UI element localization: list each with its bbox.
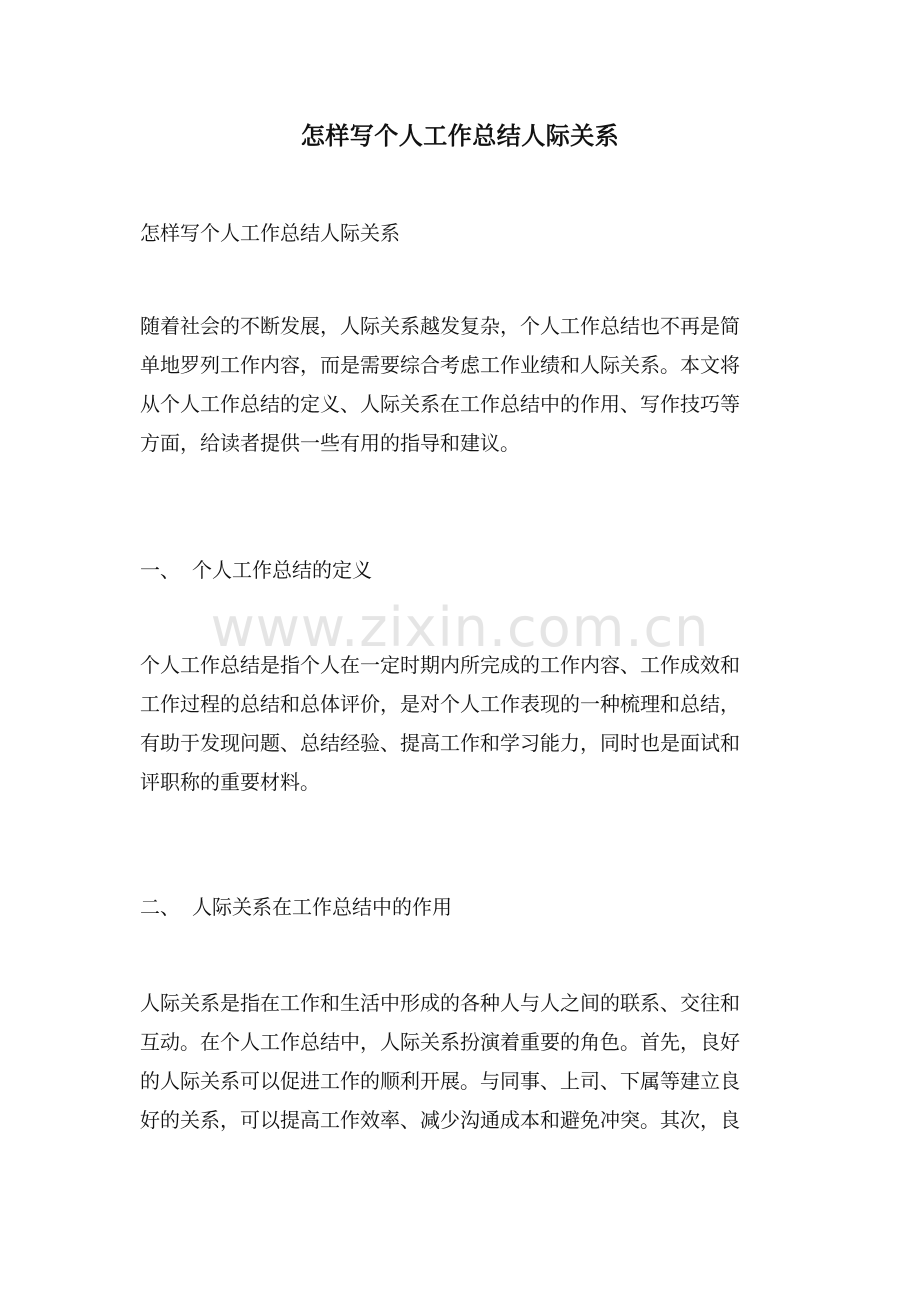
paragraph-line: 方面，给读者提供一些有用的指导和建议。 [140,431,520,455]
watermark: www.zixin.com.cn [210,596,710,659]
section-1-heading-text: 个人工作总结的定义 [192,558,372,582]
paragraph-line: 互动。在个人工作总结中，人际关系扮演着重要的角色。首先，良好 [140,1030,740,1054]
section-1-number: 一、 [140,558,180,582]
section-1-heading [140,551,785,590]
paragraph-line: 评职称的重要材料。 [140,770,320,794]
paragraph-line: 有助于发现问题、总结经验、提高工作和学习能力，同时也是面试和 [140,731,740,755]
paragraph-line: 的人际关系可以促进工作的顺利开展。与同事、上司、下属等建立良 [140,1069,740,1093]
subtitle-text: 怎样写个人工作总结人际关系 [140,221,400,245]
section-2-heading [140,888,785,927]
paragraph-line: 个人工作总结是指个人在一定时期内所完成的工作内容、工作成效和 [140,653,740,677]
section-1-paragraph [140,646,785,802]
section-2-number: 二、 [140,895,180,919]
document-title: 怎样写个人工作总结人际关系 [300,121,620,150]
section-2-heading-text: 人际关系在工作总结中的作用 [192,895,452,919]
paragraph-line: 工作过程的总结和总体评价，是对个人工作表现的一种梳理和总结， [140,692,740,716]
paragraph-line: 好的关系，可以提高工作效率、减少沟通成本和避免冲突。其次，良 [140,1108,740,1132]
paragraph-line: 随着社会的不断发展，人际关系越发复杂，个人工作总结也不再是简 [140,314,740,338]
document-subtitle [140,214,785,253]
paragraph-line: 单地罗列工作内容，而是需要综合考虑工作业绩和人际关系。本文将 [140,353,740,377]
intro-paragraph [140,307,785,463]
paragraph-line: 人际关系是指在工作和生活中形成的各种人与人之间的联系、交往和 [140,991,740,1015]
paragraph-line: 从个人工作总结的定义、人际关系在工作总结中的作用、写作技巧等 [140,392,740,416]
section-2-paragraph [140,984,785,1140]
